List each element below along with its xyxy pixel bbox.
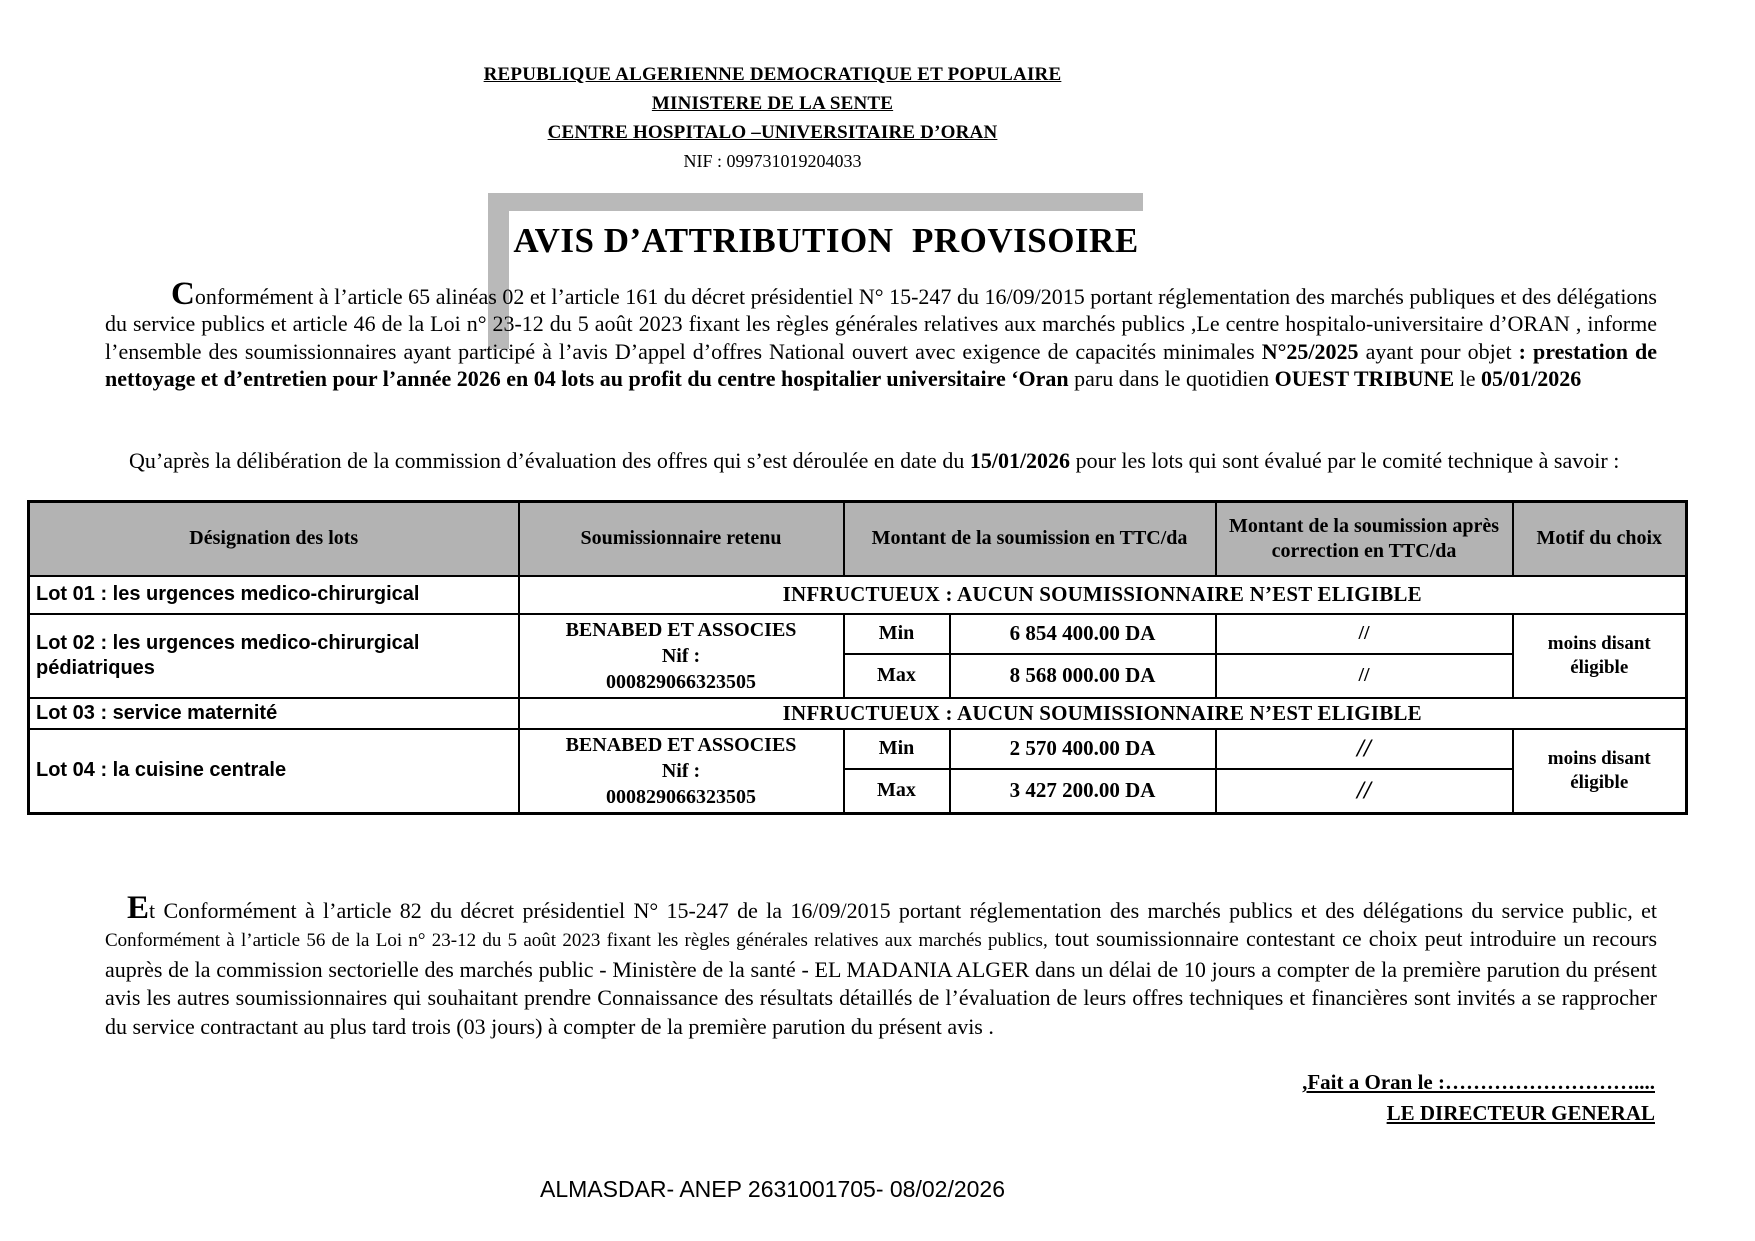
col-header-soumissionnaire: Soumissionnaire retenu <box>519 502 844 576</box>
title-decoration-top-bar <box>488 193 1143 211</box>
lot03-designation: Lot 03 : service maternité <box>29 698 519 729</box>
lot02-nif-value: 000829066323505 <box>606 670 756 693</box>
lots-table <box>27 500 1688 815</box>
lots-table-wrapper <box>27 500 1685 815</box>
lot04-motif: moins disant éligible <box>1513 729 1687 814</box>
table-header-row <box>29 502 1687 576</box>
lot04-min-correction: // <box>1216 729 1513 770</box>
paragraph-recours: Et Conformément à l’article 82 du décret présidentiel N° 15-247 de la 16/09/2015 portant réglementation des marchés publics et des délégations du service public, et Conformément à l’article 56 de la Loi n° 23-12 du 5 août 2023 fixant les règles générales relatives aux marchés publics, tout soumissionnaire contestant ce choix peut introduire un recours auprès de la commission sectorielle des marchés public - Ministère de la santé - EL MADANIA ALGER dans un délai de 10 jours a compter de la première parution du présent avis les autres soumissionnaires qui souhaitant prendre Connaissance des résultats détaillés de l’évaluation de leurs offres techniques et financières sont invités a se rapprocher du service contractant au plus tard trois (03 jours) à compter de la première parution du présent avis . <box>105 890 1658 1039</box>
header-ministry-line <box>0 93 1545 115</box>
lot04-max-amount: 3 427 200.00 DA <box>950 769 1216 813</box>
lot04-min-amount: 2 570 400.00 DA <box>950 729 1216 770</box>
lot03-infructueux: INFRUCTUEUX : AUCUN SOUMISSIONNAIRE N’EST ELIGIBLE <box>519 698 1687 729</box>
lot02-max-label: Max <box>844 654 950 698</box>
header-republic-text: REPUBLIQUE ALGERIENNE DEMOCRATIQUE ET POPULAIRE <box>483 64 1062 85</box>
lot03-row <box>29 698 1687 729</box>
lot04-soumissionnaire-cell <box>519 729 844 814</box>
header-republic-line <box>0 64 1545 86</box>
lot04-soumissionnaire-name: BENABED ET ASSOCIES <box>565 733 797 756</box>
col-header-designation: Désignation des lots <box>29 502 519 576</box>
lot02-nif-label: Nif : <box>661 644 701 667</box>
paragraph-deliberation: Qu’après la délibération de la commission d’évaluation des offres qui s’est déroulée en date du 15/01/2026 pour les lots qui sont évalué par le comité technique à savoir : <box>129 448 1620 473</box>
lot02-soumissionnaire-name: BENABED ET ASSOCIES <box>565 618 797 641</box>
paragraph-intro: Conformément à l’article 65 alinéas 02 et l’article 161 du décret présidentiel N° 15-247 du 16/09/2015 portant réglementation des marchés publiques et des délégations du service publics et article 46 de la Loi n° 23-12 du 5 août 2023 fixant les règles générales relatives aux marchés publics ,Le centre hospitalo-universitaire d’ORAN , informe l’ensemble des soumissionnaires ayant participé à l’avis D’appel d’offres National ouvert avec exigence de capacités minimales N°25/2025 ayant pour objet : prestation de nettoyage et d’entretien pour l’année 2026 en 04 lots au profit du centre hospitalier universitaire ‘Oran paru dans le quotidien OUEST TRIBUNE le 05/01/2026 <box>105 276 1657 392</box>
lot04-nif-label: Nif : <box>661 759 701 782</box>
lot04-nif-value: 000829066323505 <box>606 785 756 808</box>
header-ministry-text: MINISTERE DE LA SENTE <box>651 93 894 114</box>
lot01-designation: Lot 01 : les urgences medico-chirurgical <box>29 576 519 614</box>
lot04-max-correction: // <box>1216 769 1513 813</box>
lot02-max-correction: // <box>1216 654 1513 698</box>
notice-title: AVIS D’ATTRIBUTION PROVISOIRE <box>513 221 1139 260</box>
header-hospital-text: CENTRE HOSPITALO –UNIVERSITAIRE D’ORAN <box>547 122 998 143</box>
lot02-max-amount: 8 568 000.00 DA <box>950 654 1216 698</box>
footer-publication-line: ALMASDAR- ANEP 2631001705- 08/02/2026 <box>540 1176 1005 1202</box>
signature-date-line: ,Fait a Oran le :……………………….... <box>1302 1070 1655 1094</box>
header-hospital-line <box>0 122 1545 144</box>
lot02-min-label: Min <box>844 614 950 654</box>
header-nif: NIF : 099731019204033 <box>683 151 862 171</box>
lot02-motif: moins disant éligible <box>1513 614 1687 698</box>
lot01-infructueux: INFRUCTUEUX : AUCUN SOUMISSIONNAIRE N’EST ELIGIBLE <box>519 576 1687 614</box>
lot02-row-min <box>29 614 1687 654</box>
col-header-montant-correction: Montant de la soumission après correction en TTC/da <box>1216 502 1513 576</box>
col-header-motif: Motif du choix <box>1513 502 1687 576</box>
lot02-min-amount: 6 854 400.00 DA <box>950 614 1216 654</box>
lot02-min-correction: // <box>1216 614 1513 654</box>
lot01-row <box>29 576 1687 614</box>
lot04-max-label: Max <box>844 769 950 813</box>
lot02-designation: Lot 02 : les urgences medico-chirurgical pédiatriques <box>29 614 519 698</box>
col-header-montant: Montant de la soumission en TTC/da <box>844 502 1216 576</box>
signature-director-line: LE DIRECTEUR GENERAL <box>1386 1101 1655 1125</box>
lot04-row-min <box>29 729 1687 770</box>
document-header <box>0 64 1545 172</box>
lot04-min-label: Min <box>844 729 950 770</box>
lot02-soumissionnaire-cell <box>519 614 844 698</box>
lot04-designation: Lot 04 : la cuisine centrale <box>29 729 519 814</box>
signature-block <box>1302 1070 1655 1132</box>
